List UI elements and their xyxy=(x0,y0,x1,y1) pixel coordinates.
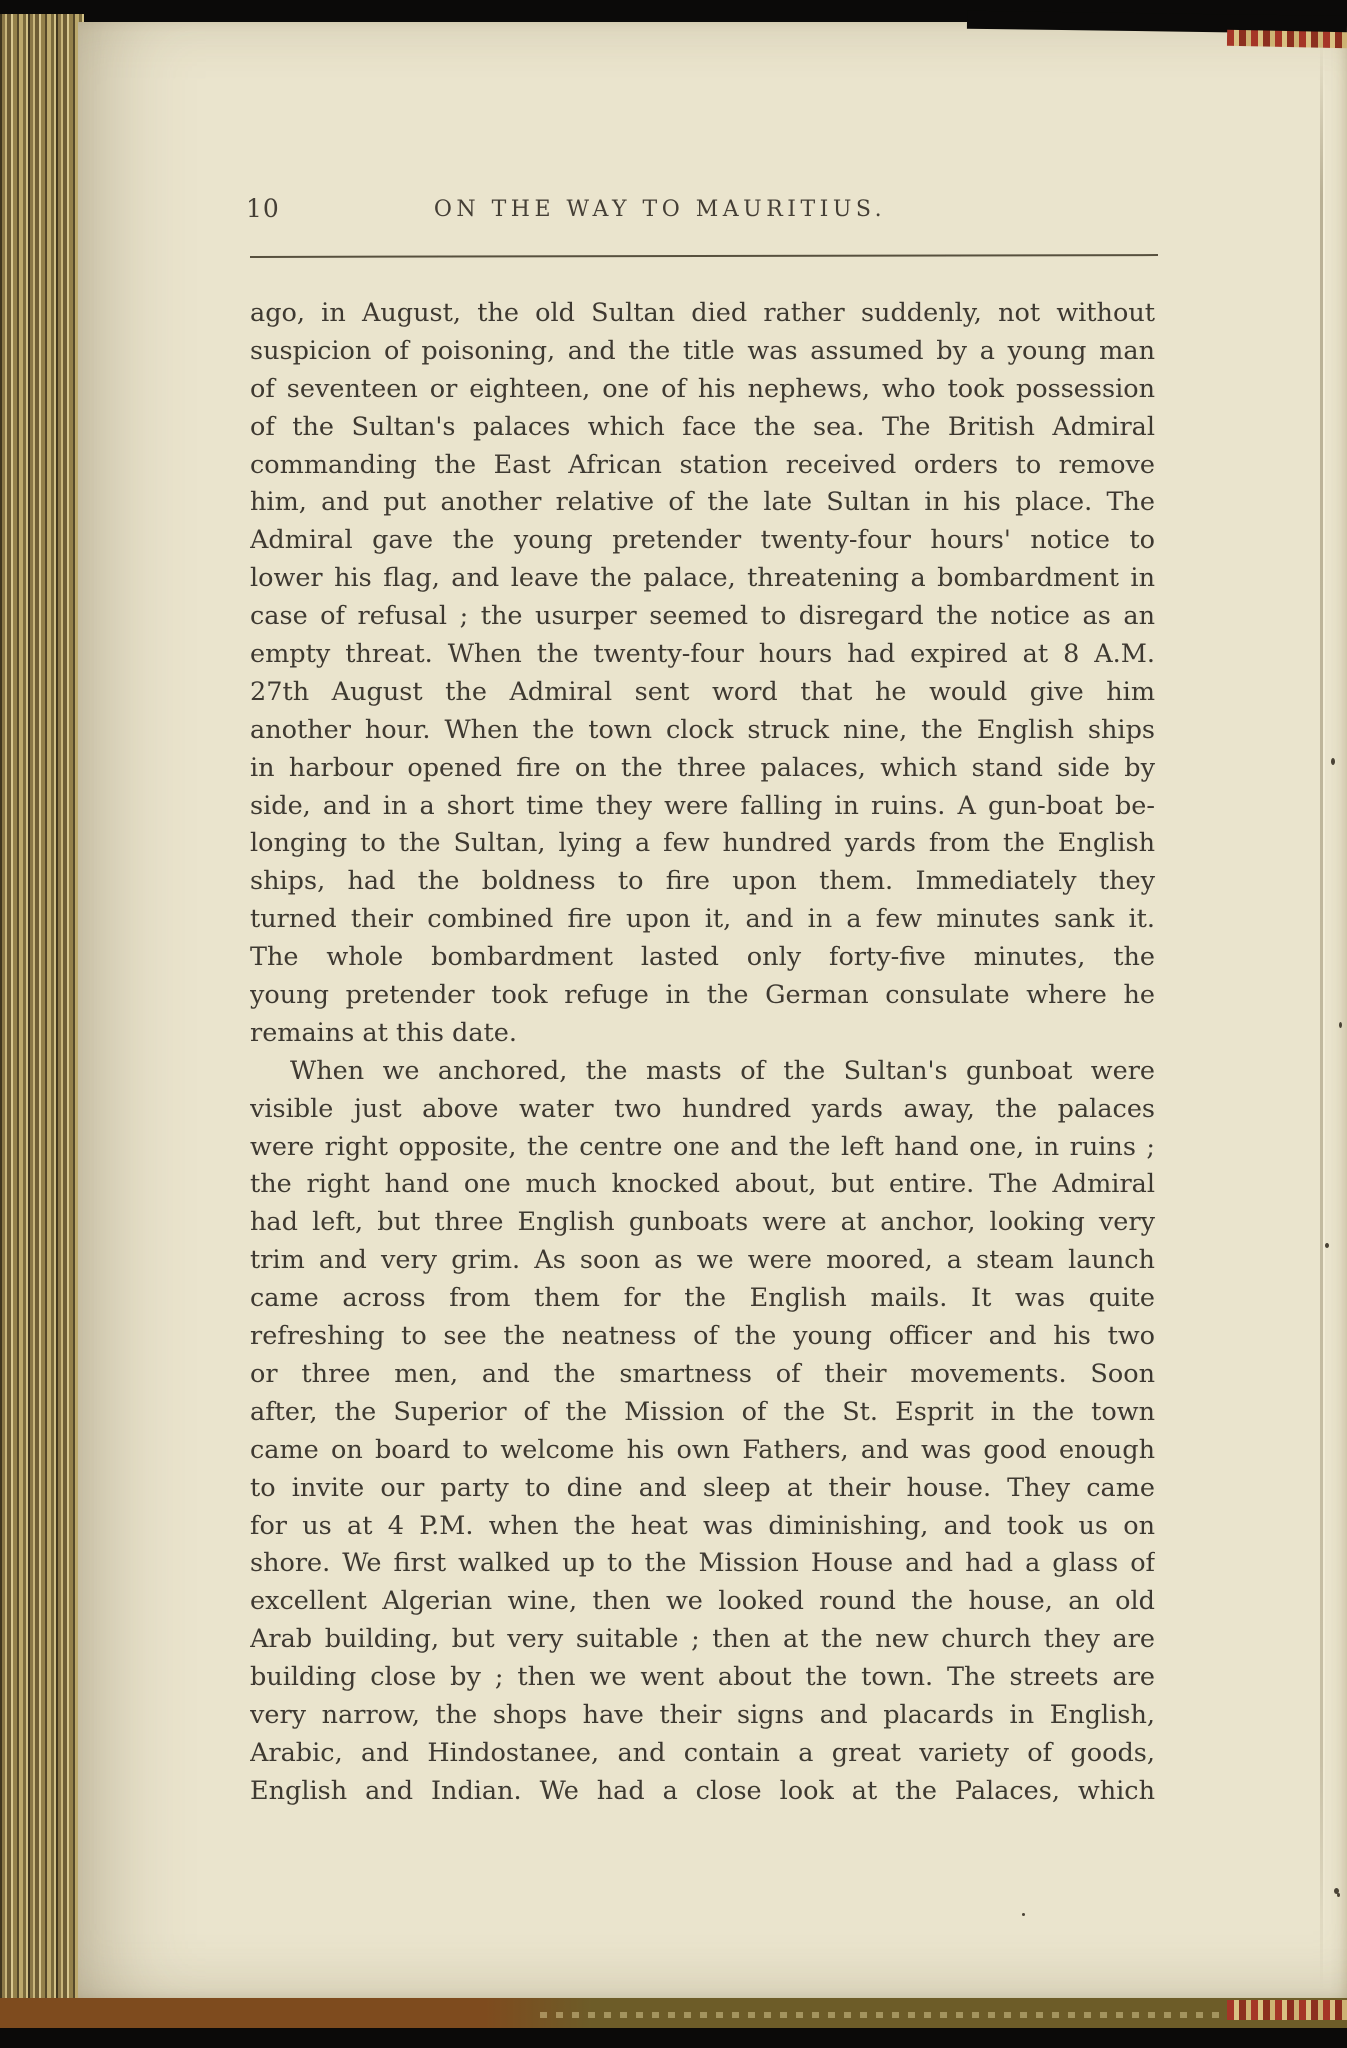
text-line: ago, in August, the old Sultan died rather suddenly, not without xyxy=(250,298,1155,328)
text-line: 27th August the Admiral sent word that he would give him xyxy=(250,676,1155,707)
text-line: after, the Superior of the Mission of the St. Esprit in the town xyxy=(250,1396,1155,1427)
text-line: came on board to welcome his own Fathers, and was good enough xyxy=(250,1434,1155,1465)
headband-top xyxy=(1227,30,1347,49)
text-line: Admiral gave the young pretender twenty-four hours' notice to xyxy=(250,525,1155,556)
text-line: excellent Algerian wine, then we looked round the house, an old xyxy=(250,1586,1155,1617)
text-line: When we anchored, the masts of the Sultan's gunboat were xyxy=(290,1055,1155,1086)
text-line: longing to the Sultan, lying a few hundred yards from the English xyxy=(250,828,1155,859)
running-header: ON THE WAY TO MAURITIUS. xyxy=(433,197,887,222)
text-line: side, and in a short time they were falling in ruins. A gun-boat be- xyxy=(250,790,1155,821)
text-line: to invite our party to dine and sleep at their house. They came xyxy=(250,1472,1155,1503)
text-line: visible just above water two hundred yards away, the palaces xyxy=(250,1093,1155,1124)
text-line: in harbour opened fire on the three palaces, which stand side by xyxy=(250,752,1155,783)
text-line: English and Indian. We had a close look at the Palaces, which xyxy=(250,1775,1155,1806)
text-line: Arab building, but very suitable ; then at the new church they are xyxy=(250,1624,1155,1655)
text-line: remains at this date. xyxy=(250,1017,517,1048)
text-line: Arabic, and Hindostanee, and contain a great variety of goods, xyxy=(250,1737,1155,1768)
text-line: were right opposite, the centre one and the left hand one, in ruins ; xyxy=(250,1131,1155,1162)
text-line: very narrow, the shops have their signs and placards in English, xyxy=(250,1699,1155,1730)
text-line: him, and put another relative of the late Sultan in his place. The xyxy=(250,487,1155,518)
text-line: lower his flag, and leave the palace, threatening a bombardment in xyxy=(250,563,1155,594)
page-edge-mark xyxy=(1325,1243,1329,1248)
text-line: the right hand one much knocked about, but entire. The Admiral xyxy=(250,1169,1155,1200)
text-line: had left, but three English gunboats were at anchor, looking very xyxy=(250,1207,1155,1238)
book-page xyxy=(78,22,1347,1998)
text-line: or three men, and the smartness of their movements. Soon xyxy=(250,1358,1155,1389)
text-line: suspicion of poisoning, and the title was assumed by a young man xyxy=(250,335,1155,366)
header-rule xyxy=(250,254,1158,258)
page-edge-mark xyxy=(1339,1022,1342,1028)
text-line: shore. We first walked up to the Mission House and had a glass of xyxy=(250,1548,1155,1579)
text-line: of the Sultan's palaces which face the sea. The British Admiral xyxy=(250,411,1155,442)
page-edge-mark xyxy=(1331,758,1335,765)
text-line: another hour. When the town clock struck nine, the English ships xyxy=(250,714,1155,745)
page-edge-mark xyxy=(1337,1893,1340,1897)
text-line: commanding the East African station received orders to remove xyxy=(250,449,1155,480)
text-line: case of refusal ; the usurper seemed to disregard the notice as an xyxy=(250,601,1155,632)
text-line: trim and very grim. As soon as we were moored, a steam launch xyxy=(250,1245,1155,1276)
text-line: ships, had the boldness to fire upon them. Immediately they xyxy=(250,866,1155,897)
body-text xyxy=(250,295,1155,1811)
cover-stitching xyxy=(540,2012,1230,2018)
text-line: for us at 4 P.M. when the heat was diminishing, and took us on xyxy=(250,1510,1155,1541)
headband-bottom xyxy=(1227,2000,1347,2020)
book-page-edges xyxy=(0,14,84,2006)
text-line: building close by ; then we went about the town. The streets are xyxy=(250,1662,1155,1693)
paper-fleck xyxy=(1022,1913,1025,1916)
text-line: turned their combined fire upon it, and in a few minutes sank it. xyxy=(250,904,1155,935)
text-line: came across from them for the English mails. It was quite xyxy=(250,1283,1155,1314)
page-crease-highlight xyxy=(1323,40,1325,1990)
text-line: The whole bombardment lasted only forty-five minutes, the xyxy=(250,942,1155,973)
text-line: of seventeen or eighteen, one of his nephews, who took possession xyxy=(250,373,1155,404)
page-number: 10 xyxy=(246,194,280,223)
text-line: refreshing to see the neatness of the young officer and his two xyxy=(250,1321,1155,1352)
text-line: young pretender took refuge in the German consulate where he xyxy=(250,980,1155,1011)
text-line: empty threat. When the twenty-four hours had expired at 8 A.M. xyxy=(250,639,1155,670)
